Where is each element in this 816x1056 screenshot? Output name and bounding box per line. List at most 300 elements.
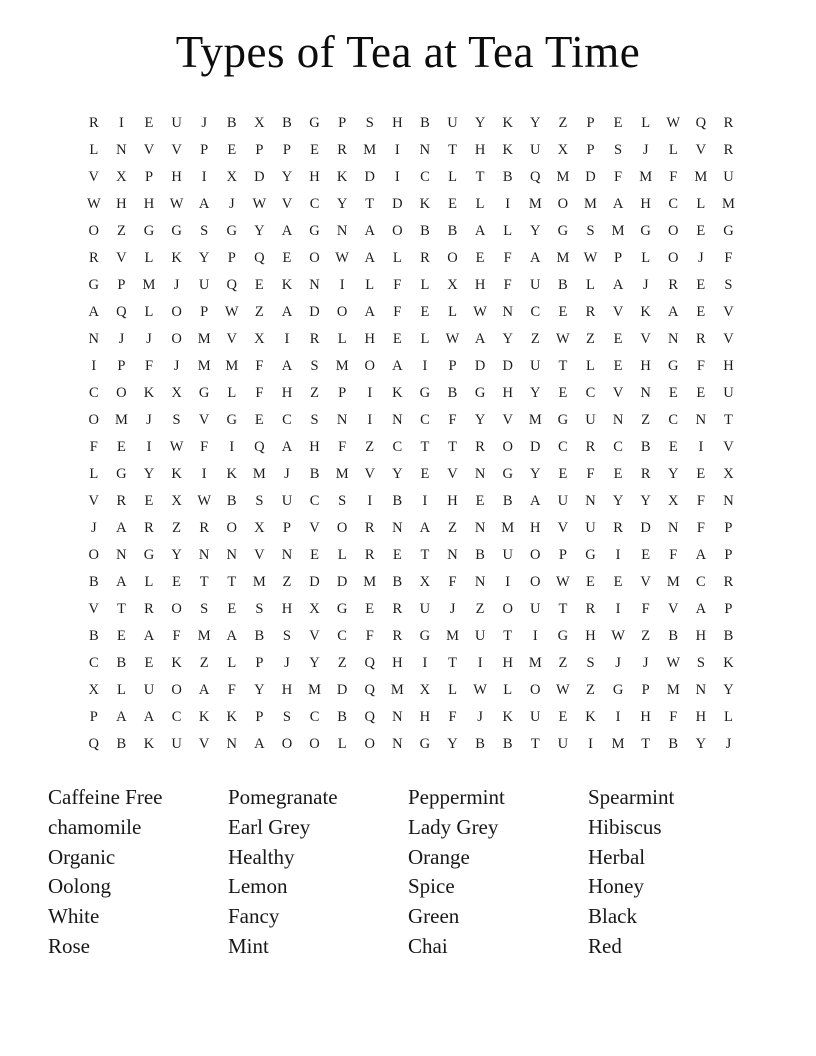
grid-letter: H (474, 276, 486, 293)
grid-letter: P (227, 249, 236, 266)
grid-letter: S (310, 411, 319, 428)
grid-letter: W (556, 681, 570, 698)
grid-letter: G (419, 384, 431, 401)
grid-letter: R (364, 546, 375, 563)
grid-letter: O (502, 438, 513, 455)
grid-letter: L (475, 195, 485, 212)
grid-letter: X (171, 492, 182, 509)
grid-letter: U (585, 411, 596, 428)
grid-letter: V (88, 168, 100, 185)
grid-letter: P (255, 654, 264, 671)
grid-letter: O (171, 330, 182, 347)
grid-letter: A (530, 249, 541, 266)
grid-letter: N (585, 492, 596, 509)
grid-letter: G (502, 465, 513, 482)
grid-letter: Z (337, 654, 347, 671)
grid-letter: A (474, 330, 486, 347)
grid-letter: W (252, 195, 267, 212)
grid-letter: S (586, 654, 595, 671)
grid-letter: C (613, 438, 623, 455)
grid-letter: O (281, 735, 293, 752)
grid-letter: F (200, 438, 209, 455)
grid-letter: Y (530, 465, 541, 482)
grid-letter: F (227, 681, 236, 698)
grid-letter: J (284, 654, 290, 671)
grid-letter: W (666, 114, 681, 131)
grid-letter: I (367, 411, 373, 428)
grid-letter: R (392, 600, 403, 617)
grid-letter: Y (474, 411, 486, 428)
grid-letter: E (696, 465, 706, 482)
grid-letter: K (171, 654, 182, 671)
grid-letter: Y (447, 735, 458, 752)
grid-letter: E (641, 546, 651, 563)
grid-letter: N (336, 411, 348, 428)
grid-letter: Z (116, 222, 126, 239)
grid-letter: O (502, 600, 513, 617)
grid-letter: M (446, 627, 459, 644)
grid-letter: K (171, 465, 182, 482)
grid-letter: L (227, 384, 237, 401)
grid-letter: G (474, 384, 486, 401)
grid-letter: O (226, 519, 237, 536)
grid-letter: L (227, 654, 237, 671)
grid-letter: R (116, 492, 127, 509)
grid-letter: P (117, 276, 126, 293)
grid-letter: N (226, 735, 237, 752)
grid-letter: G (557, 627, 569, 644)
grid-letter: J (173, 357, 180, 374)
grid-letter: M (694, 168, 708, 185)
grid-letter: R (144, 519, 154, 536)
grid-letter: L (503, 222, 513, 239)
grid-letter: N (392, 411, 403, 428)
grid-letter: R (199, 519, 209, 536)
grid-letter: O (116, 384, 127, 401)
grid-letter: D (336, 681, 348, 698)
grid-letter: I (422, 357, 428, 374)
grid-letter: I (367, 492, 373, 509)
grid-letter: P (586, 141, 595, 158)
grid-letter: D (364, 168, 375, 185)
grid-letter: A (116, 519, 127, 536)
grid-letter: X (88, 681, 100, 698)
word-list-item: Green (408, 904, 460, 929)
grid-letter: A (281, 222, 293, 239)
grid-letter: M (722, 195, 735, 212)
grid-letter: N (392, 519, 403, 536)
grid-letter: M (528, 654, 542, 671)
grid-letter: J (725, 735, 732, 752)
word-list-item: Pomegranate (228, 784, 338, 809)
grid-letter: J (90, 519, 97, 536)
grid-letter: W (556, 330, 570, 347)
grid-letter: L (144, 249, 154, 266)
grid-letter: G (557, 222, 569, 239)
grid-letter: I (229, 438, 235, 455)
grid-letter: P (89, 708, 98, 725)
grid-letter: L (503, 681, 513, 698)
grid-letter: B (723, 627, 734, 644)
word-list-item: Chai (408, 934, 448, 959)
grid-letter: B (392, 573, 403, 590)
grid-letter: F (586, 465, 595, 482)
grid-letter: B (254, 627, 265, 644)
grid-letter: S (255, 492, 264, 509)
grid-letter: S (282, 708, 291, 725)
grid-letter: T (724, 411, 733, 428)
grid-letter: P (586, 114, 595, 131)
grid-letter: D (474, 357, 486, 374)
grid-letter: B (475, 546, 485, 563)
grid-letter: K (198, 708, 210, 725)
grid-letter: B (116, 735, 127, 752)
grid-letter: F (144, 357, 154, 374)
grid-letter: J (284, 465, 290, 482)
grid-letter: E (116, 627, 126, 644)
grid-letter: H (502, 654, 513, 671)
grid-letter: G (143, 222, 155, 239)
grid-letter: R (668, 276, 679, 293)
grid-letter: N (502, 303, 513, 320)
grid-letter: I (698, 438, 704, 455)
grid-letter: J (449, 600, 456, 617)
grid-letter: L (89, 465, 99, 482)
grid-letter: R (420, 249, 430, 266)
grid-letter: N (88, 330, 100, 347)
grid-letter: G (143, 546, 155, 563)
grid-letter: L (696, 195, 706, 212)
grid-letter: Z (558, 654, 568, 671)
grid-letter: H (640, 357, 651, 374)
grid-letter: C (337, 627, 347, 644)
grid-letter: S (200, 222, 209, 239)
grid-letter: W (169, 438, 184, 455)
grid-letter: A (612, 195, 624, 212)
grid-letter: I (394, 168, 400, 185)
grid-letter: M (611, 735, 625, 752)
grid-letter: I (394, 141, 400, 158)
grid-letter: V (695, 141, 707, 158)
word-list-item: Orange (408, 844, 470, 869)
grid-letter: Y (530, 384, 541, 401)
grid-letter: S (282, 627, 291, 644)
grid-letter: T (116, 600, 126, 617)
grid-letter: C (668, 411, 679, 428)
grid-letter: L (448, 303, 457, 320)
grid-letter: W (583, 249, 598, 266)
grid-letter: R (309, 330, 320, 347)
grid-letter: K (502, 141, 513, 158)
grid-letter: R (337, 141, 347, 158)
grid-letter: Y (640, 492, 651, 509)
grid-letter: M (666, 681, 680, 698)
grid-letter: H (309, 438, 320, 455)
grid-letter: N (668, 519, 679, 536)
grid-letter: J (201, 114, 207, 131)
grid-letter: K (419, 195, 431, 212)
grid-letter: M (639, 168, 653, 185)
grid-letter: C (171, 708, 182, 725)
grid-letter: W (556, 573, 570, 590)
grid-letter: P (641, 681, 650, 698)
grid-letter: F (172, 627, 181, 644)
grid-letter: N (336, 222, 348, 239)
grid-letter: E (392, 546, 402, 563)
grid-letter: I (284, 330, 290, 347)
word-list-item: Lady Grey (408, 814, 499, 839)
grid-letter: A (530, 492, 541, 509)
grid-letter: H (640, 708, 651, 725)
grid-letter: L (668, 141, 678, 158)
grid-letter: O (88, 411, 100, 428)
grid-letter: S (200, 600, 209, 617)
grid-letter: C (558, 438, 568, 455)
grid-letter: K (226, 708, 237, 725)
grid-letter: F (338, 438, 347, 455)
word-list-item: Mint (228, 934, 269, 959)
grid-letter: T (475, 168, 485, 185)
grid-letter: D (254, 168, 265, 185)
grid-letter: E (475, 492, 485, 509)
grid-letter: H (695, 627, 707, 644)
grid-letter: E (558, 303, 568, 320)
grid-letter: E (282, 249, 292, 266)
grid-letter: N (474, 519, 486, 536)
grid-letter: T (227, 573, 237, 590)
grid-letter: A (143, 627, 155, 644)
grid-letter: R (88, 249, 99, 266)
grid-letter: F (641, 600, 650, 617)
grid-letter: U (474, 627, 486, 644)
grid-letter: K (502, 114, 513, 131)
grid-letter: J (642, 276, 649, 293)
grid-letter: A (281, 438, 293, 455)
grid-letter: F (448, 708, 457, 725)
grid-letter: S (172, 411, 181, 428)
grid-letter: F (724, 249, 733, 266)
grid-letter: E (227, 141, 237, 158)
grid-letter: F (448, 411, 457, 428)
grid-letter: T (420, 546, 430, 563)
grid-letter: T (503, 627, 513, 644)
grid-letter: N (474, 465, 486, 482)
grid-letter: X (419, 681, 431, 698)
grid-letter: P (144, 168, 154, 185)
grid-letter: R (585, 438, 596, 455)
grid-letter: N (116, 141, 127, 158)
grid-letter: W (169, 195, 184, 212)
grid-letter: T (420, 438, 430, 455)
grid-letter: S (724, 276, 733, 293)
grid-letter: O (557, 195, 569, 212)
grid-letter: X (668, 492, 679, 509)
grid-letter: M (390, 681, 404, 698)
grid-letter: I (339, 276, 345, 293)
grid-letter: C (88, 384, 99, 401)
grid-letter: I (505, 195, 511, 212)
grid-letter: V (364, 465, 375, 482)
grid-letter: G (171, 222, 182, 239)
grid-letter: A (254, 735, 265, 752)
grid-letter: M (335, 465, 349, 482)
grid-letter: V (281, 195, 293, 212)
grid-letter: M (197, 357, 211, 374)
grid-letter: E (420, 303, 430, 320)
grid-letter: U (143, 681, 155, 698)
grid-letter: M (363, 573, 377, 590)
grid-letter: P (338, 114, 347, 131)
grid-letter: Z (586, 681, 595, 698)
grid-letter: O (530, 573, 541, 590)
grid-letter: I (615, 546, 621, 563)
grid-letter: V (309, 627, 320, 644)
word-list-item: Healthy (228, 844, 295, 869)
grid-letter: D (640, 519, 651, 536)
grid-letter: X (254, 330, 265, 347)
grid-letter: X (254, 519, 265, 536)
grid-letter: P (200, 303, 209, 320)
grid-letter: Y (392, 465, 403, 482)
word-list-item: Fancy (228, 904, 280, 929)
grid-letter: E (365, 600, 375, 617)
grid-letter: I (201, 168, 207, 185)
grid-letter: B (668, 735, 679, 752)
grid-letter: J (698, 249, 704, 266)
grid-letter: E (668, 384, 678, 401)
grid-letter: B (226, 492, 237, 509)
grid-letter: U (585, 519, 596, 536)
grid-letter: E (310, 546, 319, 563)
grid-letter: U (171, 735, 182, 752)
grid-letter: E (254, 411, 264, 428)
grid-letter: F (503, 276, 512, 293)
grid-letter: C (530, 303, 541, 320)
grid-letter: K (226, 465, 237, 482)
grid-letter: B (420, 222, 430, 239)
grid-letter: K (392, 384, 403, 401)
grid-letter: E (420, 465, 430, 482)
grid-letter: H (419, 708, 431, 725)
grid-letter: O (171, 600, 182, 617)
grid-letter: F (255, 384, 264, 401)
grid-letter: H (171, 168, 182, 185)
grid-letter: L (144, 303, 154, 320)
grid-letter: W (473, 681, 487, 698)
grid-letter: A (364, 303, 375, 320)
grid-letter: U (557, 492, 569, 509)
grid-letter: C (420, 411, 430, 428)
grid-letter: K (585, 708, 596, 725)
grid-letter: H (392, 654, 403, 671)
grid-letter: Z (475, 600, 485, 617)
grid-letter: B (88, 573, 99, 590)
grid-letter: N (419, 141, 431, 158)
grid-letter: D (309, 573, 320, 590)
grid-letter: M (611, 222, 625, 239)
grid-letter: K (336, 168, 348, 185)
grid-letter: P (724, 519, 733, 536)
grid-letter: P (614, 249, 623, 266)
grid-letter: V (309, 519, 320, 536)
grid-letter: T (530, 735, 540, 752)
grid-letter: J (228, 195, 235, 212)
grid-letter: K (502, 708, 513, 725)
grid-letter: Q (530, 168, 541, 185)
grid-letter: B (226, 114, 237, 131)
grid-letter: C (88, 654, 99, 671)
grid-letter: D (530, 438, 541, 455)
grid-letter: I (367, 384, 373, 401)
grid-letter: K (723, 654, 734, 671)
grid-letter: P (724, 600, 733, 617)
grid-letter: A (364, 249, 375, 266)
grid-letter: I (146, 438, 152, 455)
grid-letter: Z (448, 519, 457, 536)
grid-letter: F (669, 546, 678, 563)
grid-letter: Y (198, 249, 210, 266)
word-list-item: Lemon (228, 874, 288, 899)
grid-letter: D (336, 573, 348, 590)
grid-letter: C (309, 708, 320, 725)
word-list-item: Oolong (48, 874, 111, 899)
grid-letter: T (558, 357, 568, 374)
grid-letter: X (254, 114, 265, 131)
grid-letter: O (171, 303, 182, 320)
grid-letter: I (118, 114, 124, 131)
grid-letter: Y (502, 330, 513, 347)
grid-letter: Y (281, 168, 293, 185)
grid-letter: A (668, 303, 679, 320)
grid-letter: S (338, 492, 347, 509)
grid-letter: N (198, 546, 210, 563)
grid-letter: H (447, 492, 458, 509)
grid-letter: V (612, 384, 624, 401)
word-list-item: Rose (48, 934, 90, 959)
grid-letter: L (641, 249, 651, 266)
grid-letter: N (392, 708, 403, 725)
grid-letter: O (447, 249, 458, 266)
grid-letter: L (144, 573, 154, 590)
grid-letter: P (724, 546, 733, 563)
grid-letter: C (309, 492, 320, 509)
word-list-item: Black (588, 904, 637, 929)
grid-letter: O (364, 357, 375, 374)
grid-letter: I (532, 627, 538, 644)
grid-letter: T (448, 438, 457, 455)
grid-letter: M (252, 465, 266, 482)
grid-letter: W (224, 303, 239, 320)
grid-letter: I (477, 654, 483, 671)
grid-letter: V (640, 573, 651, 590)
grid-letter: B (502, 168, 513, 185)
word-list-item: Herbal (588, 844, 646, 869)
grid-letter: E (696, 384, 706, 401)
grid-letter: A (364, 222, 375, 239)
grid-letter: L (448, 681, 457, 698)
grid-letter: Z (310, 384, 319, 401)
grid-letter: H (281, 681, 293, 698)
grid-letter: Z (641, 411, 651, 428)
grid-letter: E (144, 492, 154, 509)
grid-letter: I (201, 465, 207, 482)
grid-letter: U (198, 276, 210, 293)
grid-letter: E (392, 330, 402, 347)
grid-letter: O (530, 546, 541, 563)
grid-letter: L (337, 546, 347, 563)
grid-letter: A (88, 303, 100, 320)
grid-letter: B (558, 276, 568, 293)
